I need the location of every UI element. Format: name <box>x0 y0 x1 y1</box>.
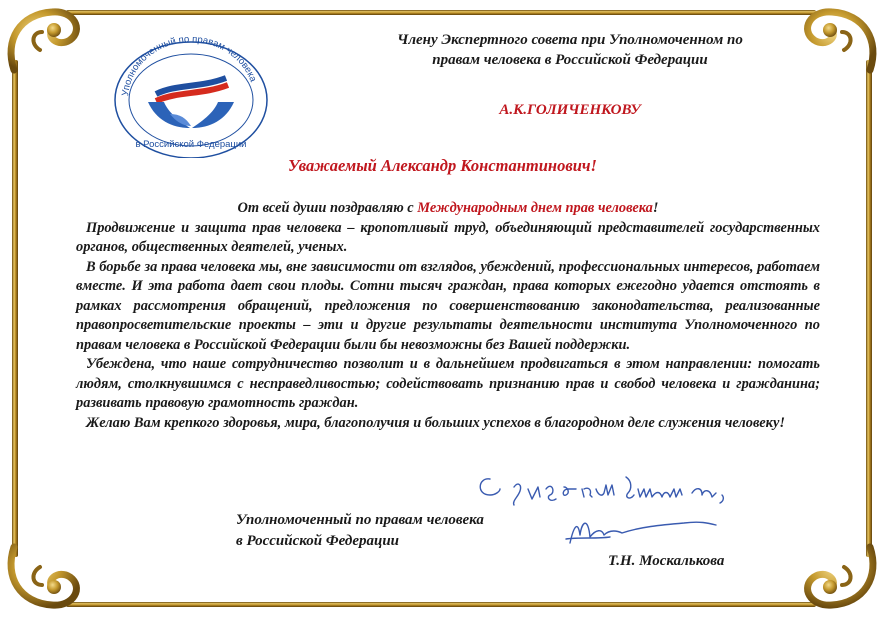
paragraph-3: В борьбе за права человека мы, вне зависимости от взглядов, убеждений, профессиональных интересов, работаем вместе. И эта работа дает свои плоды. Сотни тысяч граждан, права которых ежегодно удается отстоять в рамках рассмотрения обращений, предложения по совершенствованию законодательства, реализованные правопросветительские проекты – эти и другие результаты деятельности института Уполномоченного по правам человека в Российской Федерации были бы невозможны без Вашей поддержки. <box>76 258 820 353</box>
svg-text:в Российской Федерации: в Российской Федерации <box>135 139 247 150</box>
paragraph-greeting <box>76 199 820 219</box>
greeting-end: ! <box>652 200 659 216</box>
signatory-title-line-1: Уполномоченный по правам человека <box>236 512 484 528</box>
ombudsman-logo <box>106 28 276 158</box>
addressee-name: А.К.ГОЛИЧЕНКОВУ <box>499 102 641 118</box>
signatory-title <box>236 510 596 552</box>
holiday-name: Международным днем прав человека <box>417 200 653 216</box>
corner-ornament-top-right <box>808 12 873 70</box>
greeting-text: От всей души поздравляю с <box>237 200 418 216</box>
svg-text:Уполномоченный по правам челов: Уполномоченный по правам человека <box>120 33 259 97</box>
paragraph-4: Убеждена, что наше сотрудничество позволит и в дальнейшем продвигаться в этом направлении: помогать людям, столкнувшимся с несправедливостью; содействовать признанию прав и свобод человека и гражданина; развивать правовую грамотность граждан. <box>76 356 820 411</box>
letter-body <box>76 199 820 433</box>
addressee-block <box>350 30 790 70</box>
corner-ornament-bottom-right <box>808 547 873 605</box>
signatory-name: Т.Н. Москалькова <box>608 553 725 569</box>
addressee-line-1: Члену Экспертного совета при Уполномоченном по <box>397 32 743 48</box>
corner-ornament-top-left <box>11 12 76 70</box>
addressee-line-2: правам человека в Российской Федерации <box>432 52 708 68</box>
salutation: Уважаемый Александр Константинович! <box>288 156 597 175</box>
paragraph-5: Желаю Вам крепкого здоровья, мира, благополучия и больших успехов в благородном деле служения человеку! <box>86 414 785 431</box>
signatory-title-line-2: в Российской Федерации <box>236 533 400 549</box>
corner-ornament-bottom-left <box>11 547 76 605</box>
paragraph-2: Продвижение и защита прав человека – кропотливый труд, объединяющий представителей государственных органов, общественных деятелей, ученых. <box>76 219 820 255</box>
